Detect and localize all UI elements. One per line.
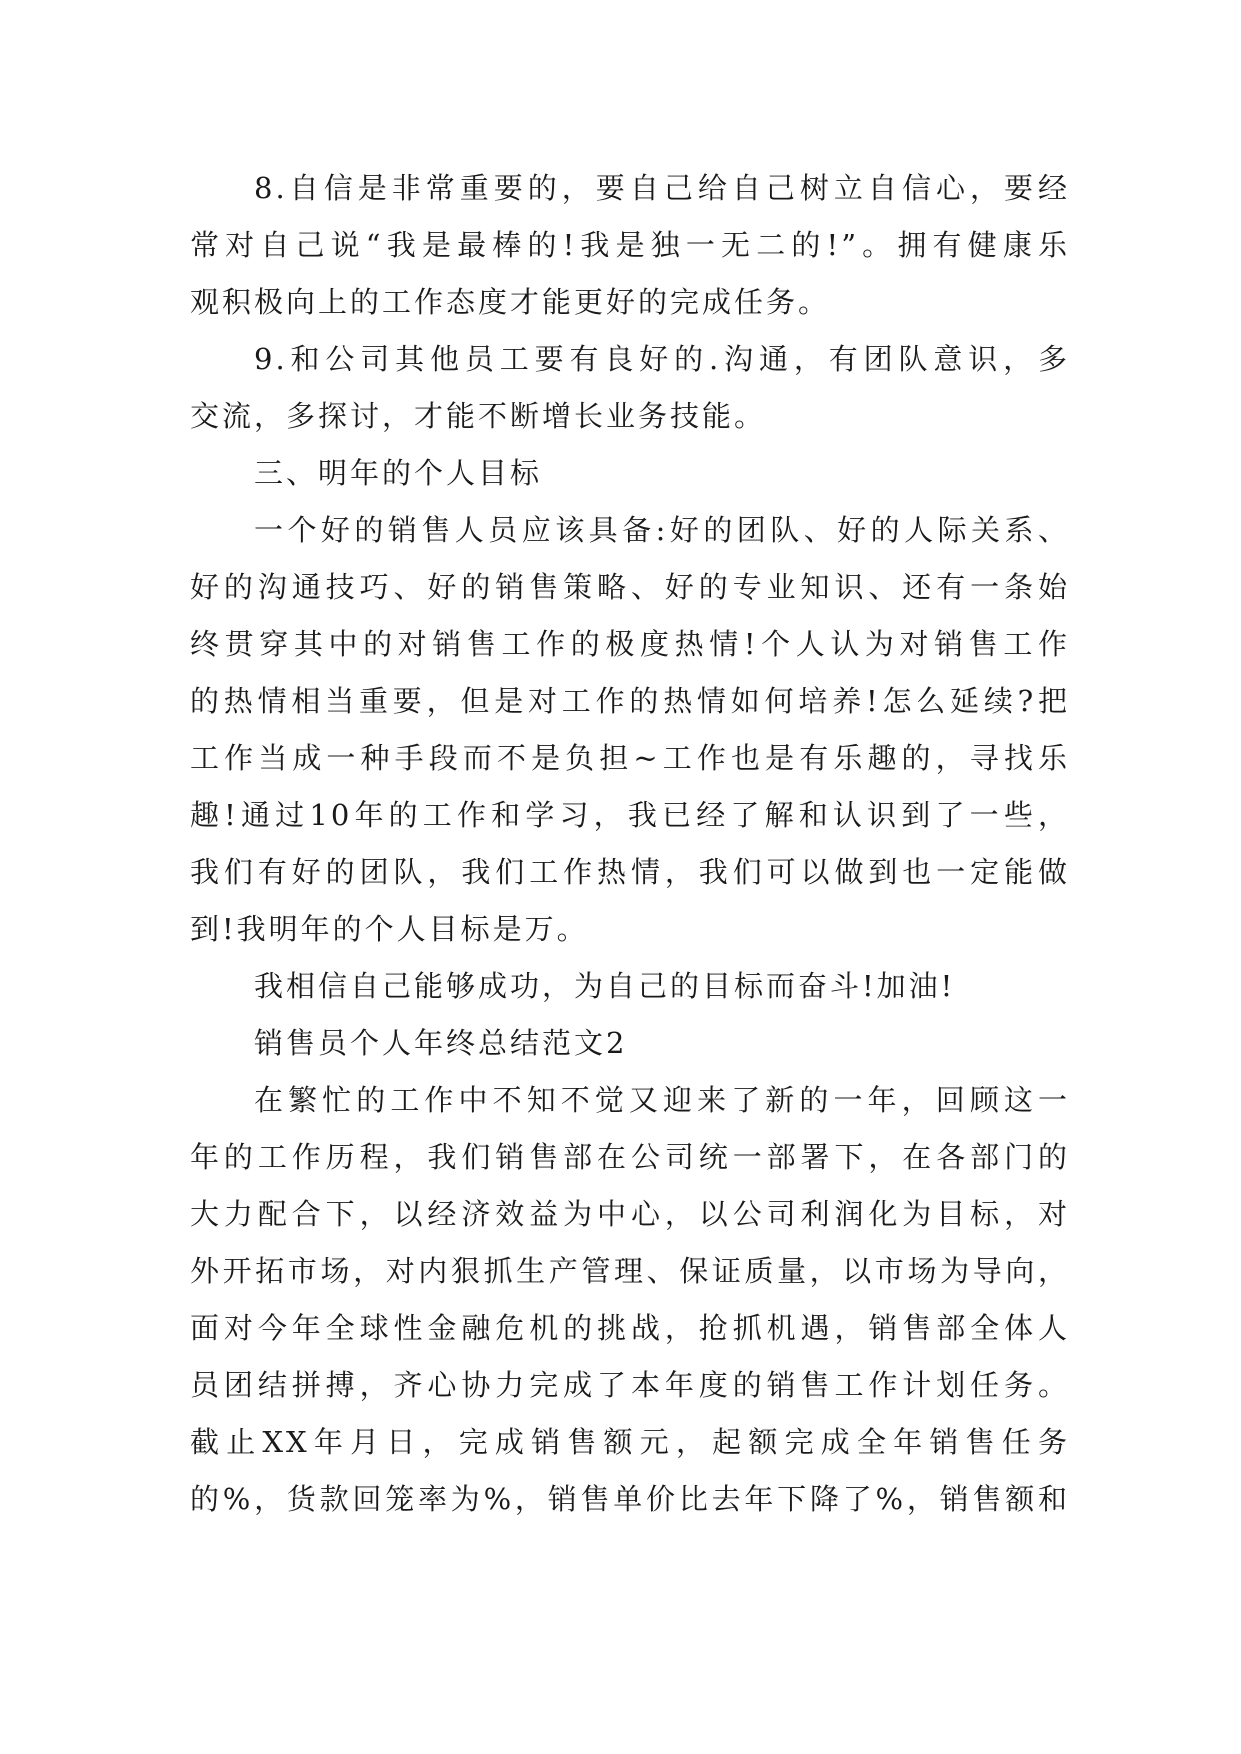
paragraph-line: 一个好的销售人员应该具备:好的团队、好的人际关系、	[254, 513, 1070, 547]
paragraph-line: 面对今年全球性金融危机的挑战，抢抓机遇，销售部全体人	[190, 1311, 1070, 1345]
paragraph-line: 在繁忙的工作中不知不觉又迎来了新的一年，回顾这一	[254, 1083, 1070, 1117]
paragraph-line: 我们有好的团队，我们工作热情，我们可以做到也一定能做	[190, 855, 1070, 889]
paragraph-line: 好的沟通技巧、好的销售策略、好的专业知识、还有一条始	[190, 570, 1070, 604]
paragraph-line: 终贯穿其中的对销售工作的极度热情!个人认为对销售工作	[190, 627, 1070, 661]
paragraph-line: 的热情相当重要，但是对工作的热情如何培养!怎么延续?把	[190, 684, 1070, 718]
section-heading: 三、明年的个人目标	[254, 456, 543, 490]
paragraph-line: 大力配合下，以经济效益为中心，以公司利润化为目标，对	[190, 1197, 1070, 1231]
paragraph-line: 9.和公司其他员工要有良好的.沟通，有团队意识，多	[254, 342, 1070, 376]
paragraph-line: 工作当成一种手段而不是负担~工作也是有乐趣的，寻找乐	[190, 741, 1070, 775]
paragraph-line: 截止XX年月日，完成销售额元，起额完成全年销售任务	[190, 1425, 1070, 1459]
paragraph-line: 我相信自己能够成功，为自己的目标而奋斗!加油!	[254, 969, 956, 1003]
paragraph-line: 到!我明年的个人目标是万。	[190, 912, 589, 946]
paragraph-line: 常对自己说“我是最棒的!我是独一无二的!”。拥有健康乐	[190, 228, 1070, 262]
paragraph-line: 员团结拼搏，齐心协力完成了本年度的销售工作计划任务。	[190, 1368, 1070, 1402]
paragraph-line: 观积极向上的工作态度才能更好的完成任务。	[190, 285, 831, 319]
paragraph-line: 的%，货款回笼率为%，销售单价比去年下降了%，销售额和	[190, 1482, 1070, 1516]
paragraph-line: 年的工作历程，我们销售部在公司统一部署下，在各部门的	[190, 1140, 1070, 1174]
paragraph-line: 趣!通过10年的工作和学习，我已经了解和认识到了一些，	[190, 798, 1070, 832]
document-body	[190, 160, 1070, 1528]
paragraph-line: 交流，多探讨，才能不断增长业务技能。	[190, 399, 767, 433]
section-heading: 销售员个人年终总结范文2	[254, 1026, 628, 1060]
paragraph-line: 8.自信是非常重要的，要自己给自己树立自信心，要经	[254, 171, 1070, 205]
paragraph-line: 外开拓市场，对内狠抓生产管理、保证质量，以市场为导向，	[190, 1254, 1070, 1288]
